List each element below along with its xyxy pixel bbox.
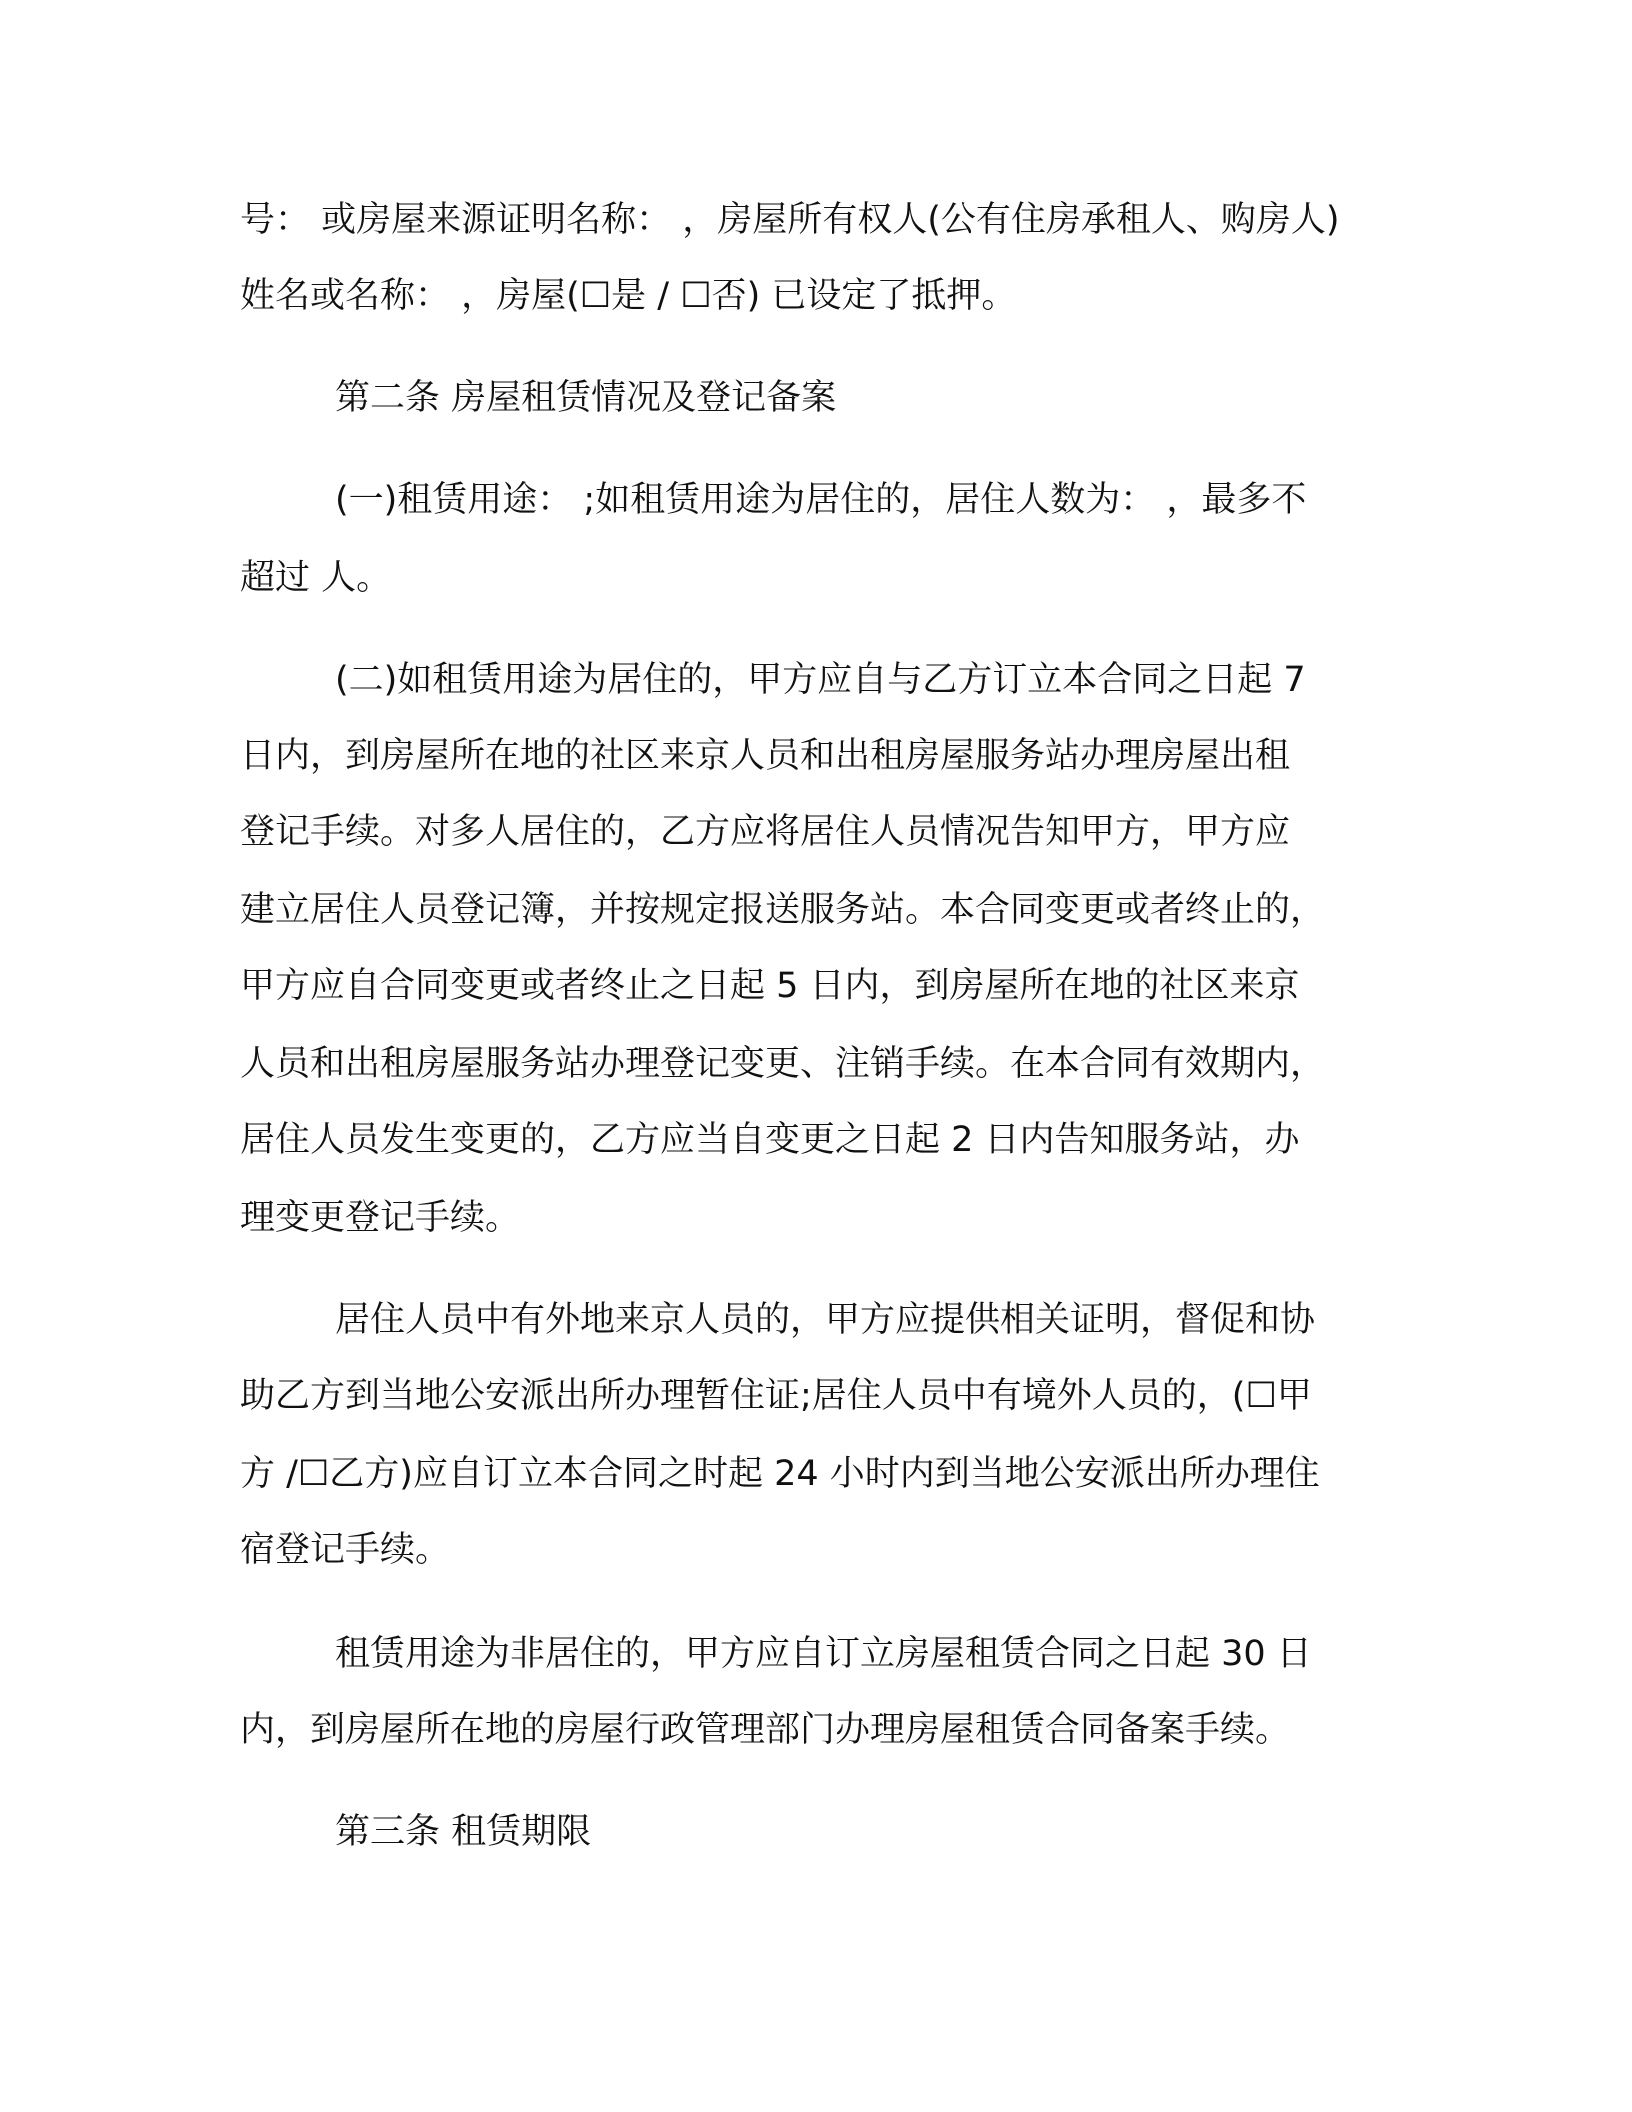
text-line: 日内，到房屋所在地的社区来京人员和出租房屋服务站办理房屋出租 [240,736,1291,776]
text-line: 租赁用途为非居住的，甲方应自订立房屋租赁合同之日起 30 日 [335,1634,1312,1674]
text-line: 超过 人。 [240,558,392,598]
text-line: 建立居住人员登记簿，并按规定报送服务站。本合同变更或者终止的， [240,890,1326,930]
text-line: (二)如租赁用途为居住的，甲方应自与乙方订立本合同之日起 7 [335,660,1306,700]
text-line: 居住人员中有外地来京人员的，甲方应提供相关证明，督促和协 [335,1300,1316,1340]
text-line: 居住人员发生变更的，乙方应当自变更之日起 2 日内告知服务站，办 [240,1120,1300,1160]
text-line: 姓名或名称： ，房屋(☐是 / ☐否) 已设定了抵押。 [240,276,1017,316]
section-heading: 第三条 租赁期限 [335,1812,592,1852]
text-line: 助乙方到当地公安派出所办理暂住证;居住人员中有境外人员的，(☐甲 [240,1376,1312,1416]
text-line: 宿登记手续。 [240,1530,451,1570]
text-line: 理变更登记手续。 [240,1198,521,1238]
text-line: 登记手续。对多人居住的，乙方应将居住人员情况告知甲方，甲方应 [240,812,1291,852]
text-line: 人员和出租房屋服务站办理登记变更、注销手续。在本合同有效期内， [240,1044,1326,1084]
text-line: 号： 或房屋来源证明名称： ，房屋所有权人(公有住房承租人、购房人) [240,200,1340,240]
text-line: 方 /☐乙方)应自订立本合同之时起 24 小时内到当地公安派出所办理住 [240,1454,1320,1494]
text-line: (一)租赁用途： ;如租赁用途为居住的，居住人数为： ，最多不 [335,480,1307,520]
text-line: 甲方应自合同变更或者终止之日起 5 日内，到房屋所在地的社区来京 [240,966,1300,1006]
text-line: 内，到房屋所在地的房屋行政管理部门办理房屋租赁合同备案手续。 [240,1710,1291,1750]
section-heading: 第二条 房屋租赁情况及登记备案 [335,378,837,418]
